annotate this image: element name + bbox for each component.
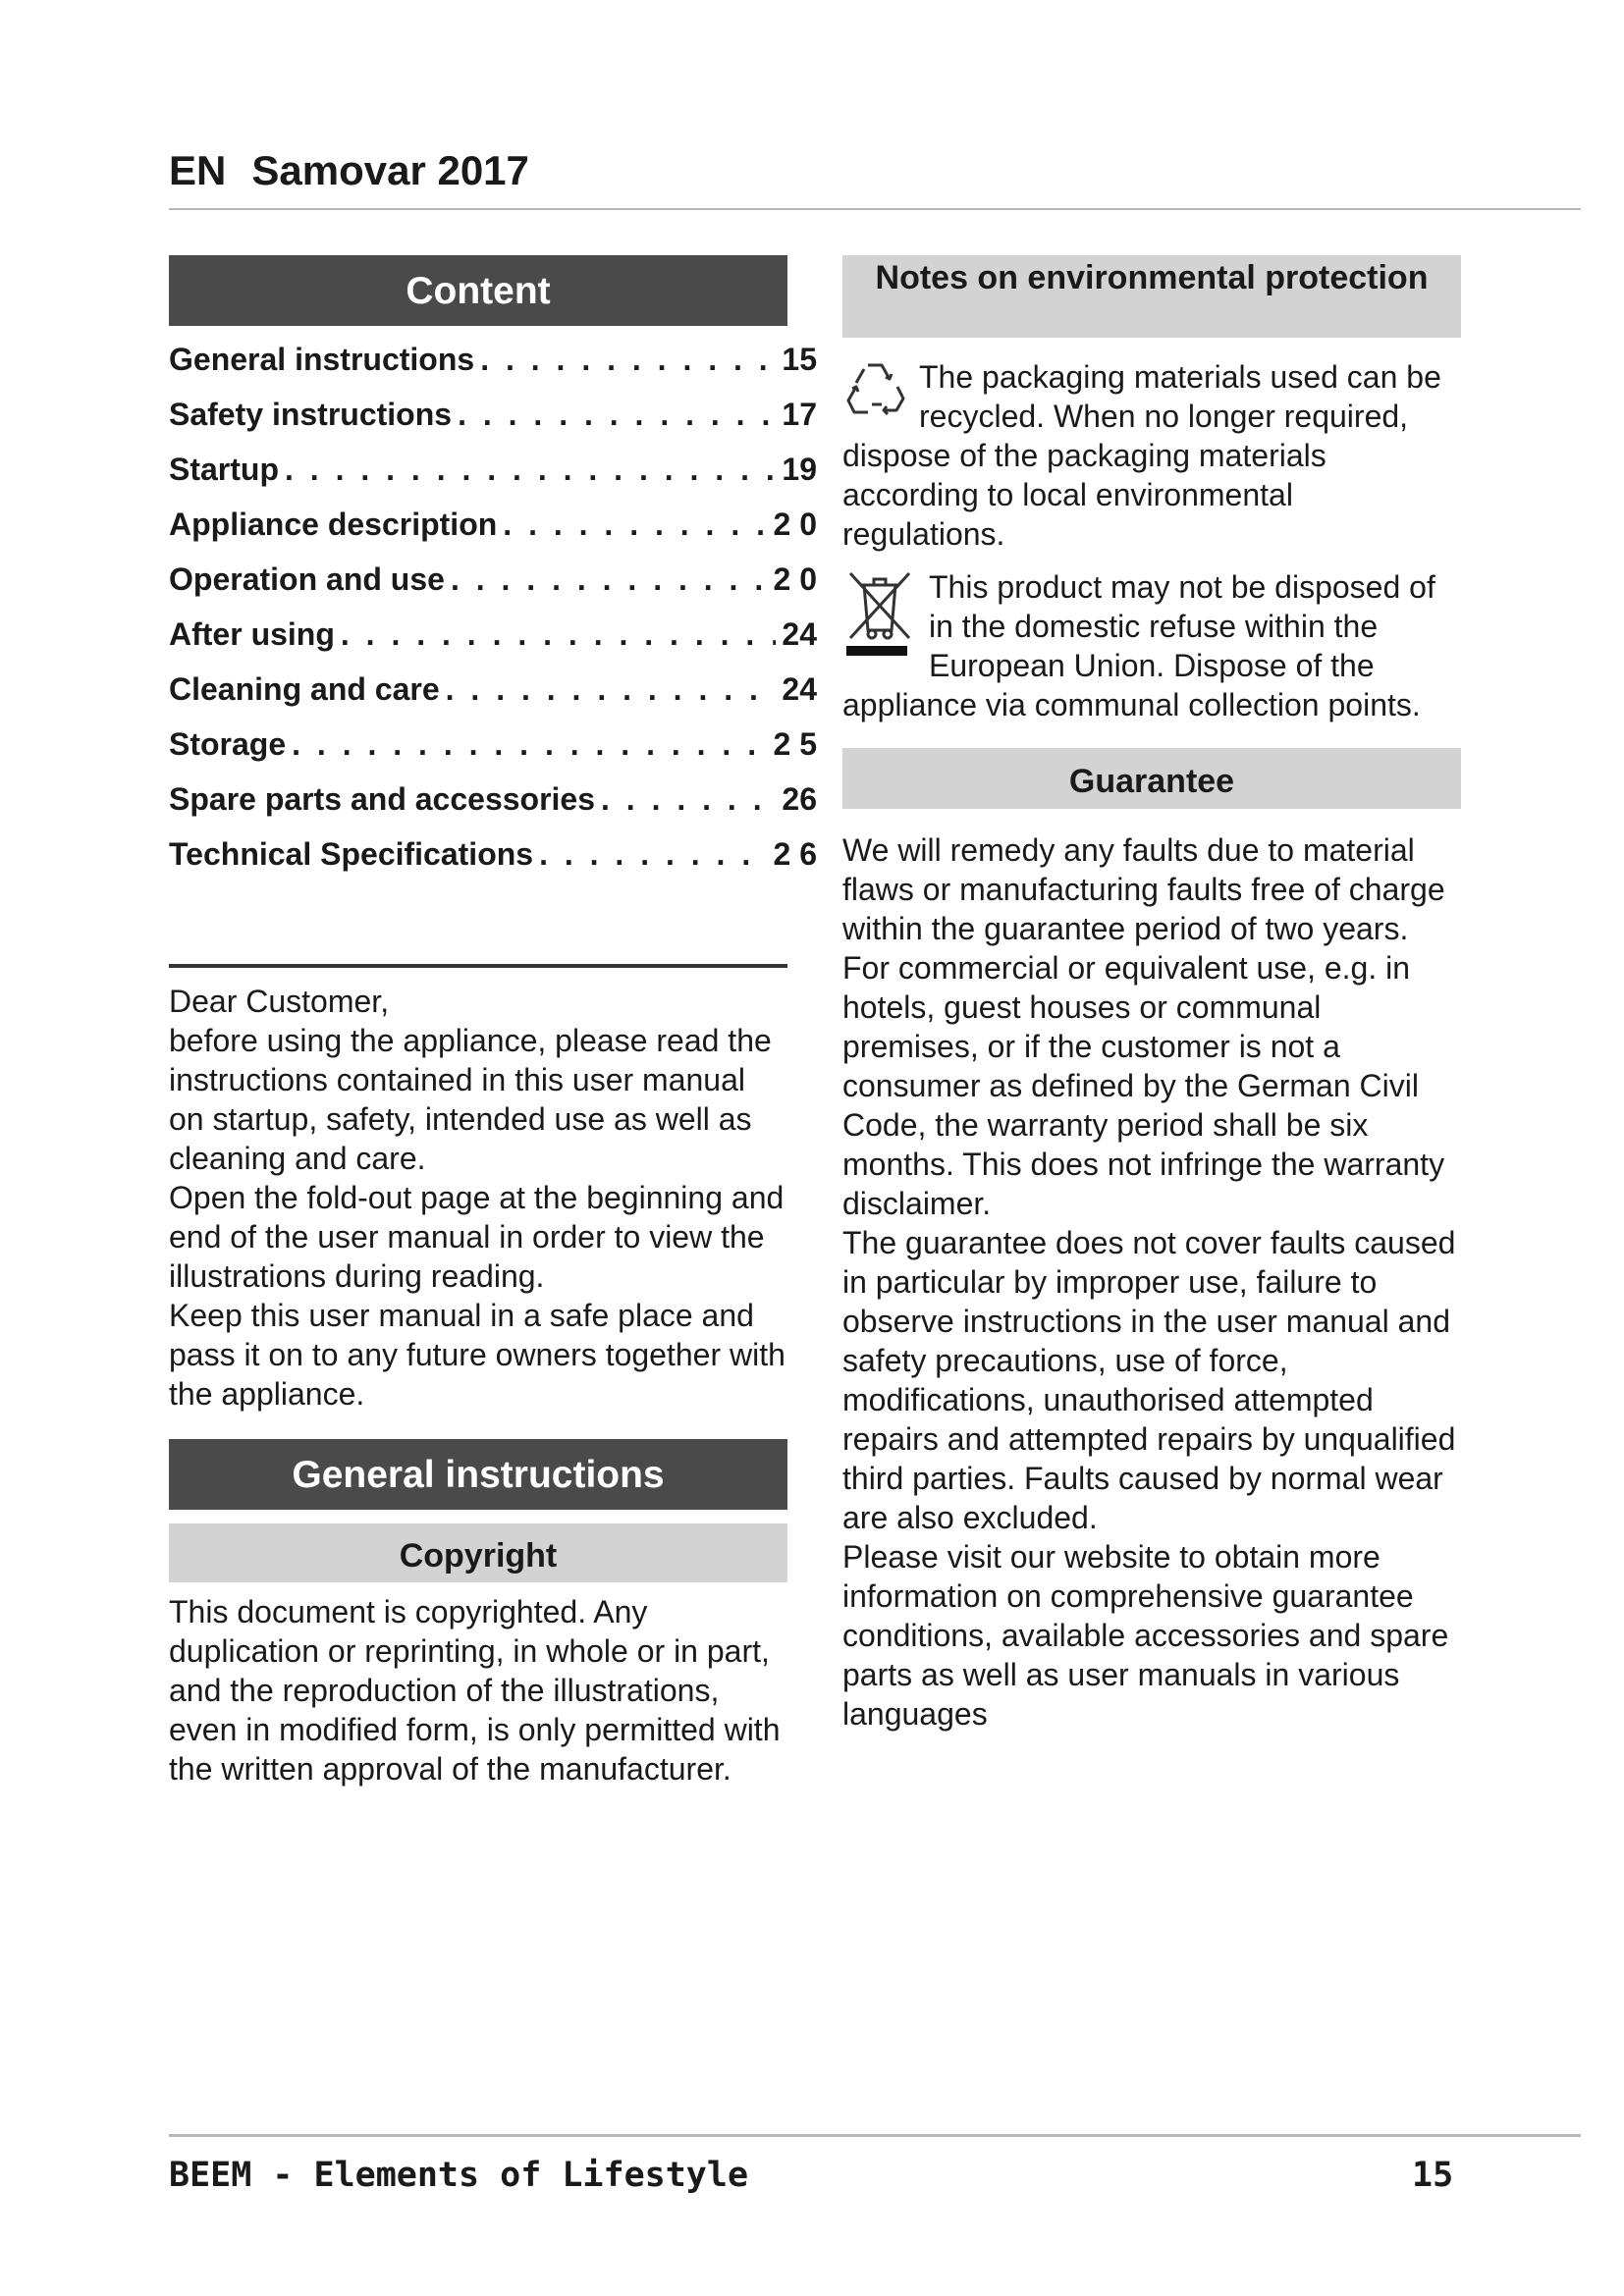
toc-entry-title: Technical Specifications [169, 836, 534, 872]
toc-leader-dots [458, 387, 776, 442]
general-instructions-heading: General instructions [169, 1439, 787, 1510]
guarantee-paragraph-3: The guarantee does not cover faults caused in particular by improper use, failure to observe instructions in the user manual and safety precautions, use of force, modifications, unauthorised attempted repairs and attempted repairs by unqualified third parties. Faults caused by normal wear are also excluded. [842, 1225, 1456, 1535]
toc-entry-page: 2 0 [773, 507, 817, 542]
toc-entry-title: Spare parts and accessories [169, 781, 596, 817]
crossed-out-bin-icon [842, 567, 917, 667]
guarantee-paragraph-1: We will remedy any faults due to material flaws or manufacturing faults free of charge within the guarantee period of two years. [842, 832, 1445, 946]
toc-entry [169, 827, 817, 881]
header-rule [169, 208, 1581, 210]
recycling-note [842, 357, 1461, 554]
intro-paragraph-1: Dear Customer, before using the appliance, please read the instructions contained in this user manual on startup, safety, intended use as well as cleaning and care. [169, 984, 772, 1176]
toc-entry-page: 19 [782, 452, 817, 487]
toc-entry-title: Appliance description [169, 507, 498, 542]
footer-page-number: 15 [1412, 2156, 1454, 2195]
toc-leader-dots [292, 717, 767, 772]
toc-leader-dots [480, 332, 776, 387]
guarantee-heading: Guarantee [842, 748, 1461, 809]
toc-entry [169, 387, 817, 442]
toc-entry-title: Storage [169, 726, 287, 762]
right-column [842, 255, 1461, 1734]
guarantee-paragraph-2: For commercial or equivalent use, e.g. in hotels, guest houses or communal premises, or if the customer is not a consumer as defined by the German Civil Code, the warranty period shall be six months. This does not infringe the warranty disclaimer. [842, 950, 1445, 1221]
language-code: EN [169, 147, 227, 193]
toc-entry [169, 552, 817, 607]
toc-leader-dots [503, 497, 767, 552]
recycle-icon [842, 357, 907, 427]
toc-leader-dots [451, 552, 768, 607]
toc-leader-dots [601, 772, 776, 827]
toc-entry-page: 17 [782, 397, 817, 432]
disposal-note [842, 567, 1461, 724]
intro-paragraph-3: Keep this user manual in a safe place and pass it on to any future owners together with the appliance. [169, 1298, 785, 1412]
toc-entry-page: 26 [782, 781, 817, 817]
copyright-text: This document is copyrighted. Any duplication or reprinting, in whole or in part, and the reproduction of the illustrations, even in modified form, is only permitted with the written approval of the manufacturer. [169, 1594, 781, 1787]
footer-rule [169, 2134, 1581, 2137]
content-heading: Content [169, 255, 787, 326]
page-header [169, 147, 529, 194]
toc-entry-title: Safety instructions [169, 397, 453, 432]
toc-entry [169, 442, 817, 497]
toc-entry-title: After using [169, 616, 335, 652]
intro-paragraph-2: Open the fold-out page at the beginning and end of the user manual in order to view the illustrations during reading. [169, 1180, 785, 1294]
toc-entry [169, 497, 817, 552]
environment-heading: Notes on environmental protection [842, 255, 1461, 338]
toc-entry-title: Operation and use [169, 561, 445, 597]
toc-leader-dots [539, 827, 767, 881]
toc-entry-page: 2 5 [773, 726, 817, 762]
toc-leader-dots [341, 607, 777, 662]
guarantee-paragraph-4: Please visit our website to obtain more information on comprehensive guarantee conditions, available accessories and spare parts as well as user manuals in various languages [842, 1539, 1449, 1732]
toc-entry [169, 607, 817, 662]
toc-entry-title: General instructions [169, 342, 475, 377]
toc-entry [169, 772, 817, 827]
footer-brand: BEEM - Elements of Lifestyle [169, 2156, 749, 2195]
document-title: Samovar 2017 [251, 147, 529, 193]
recycling-text: The packaging materials used can be recycled. When no longer required, dispose of the packaging materials according to local environmental regulations. [842, 359, 1441, 552]
toc-entry-page: 15 [782, 342, 817, 377]
toc-entry [169, 332, 817, 387]
toc-entry-page: 24 [782, 616, 817, 652]
copyright-heading: Copyright [169, 1523, 787, 1582]
toc-entry-title: Cleaning and care [169, 671, 440, 707]
section-divider [169, 964, 787, 968]
toc-leader-dots [285, 442, 776, 497]
toc-entry-page: 24 [782, 671, 817, 707]
toc-leader-dots [446, 662, 777, 717]
disposal-text: This product may not be disposed of in the domestic refuse within the European Union. Dispose of the appliance via communal collection points. [842, 569, 1435, 722]
toc-entry [169, 662, 817, 717]
toc-entry-title: Startup [169, 452, 279, 487]
left-column [169, 255, 817, 1789]
toc-entry-page: 2 0 [773, 561, 817, 597]
table-of-contents [169, 332, 817, 881]
toc-entry [169, 717, 817, 772]
toc-entry-page: 2 6 [773, 836, 817, 872]
